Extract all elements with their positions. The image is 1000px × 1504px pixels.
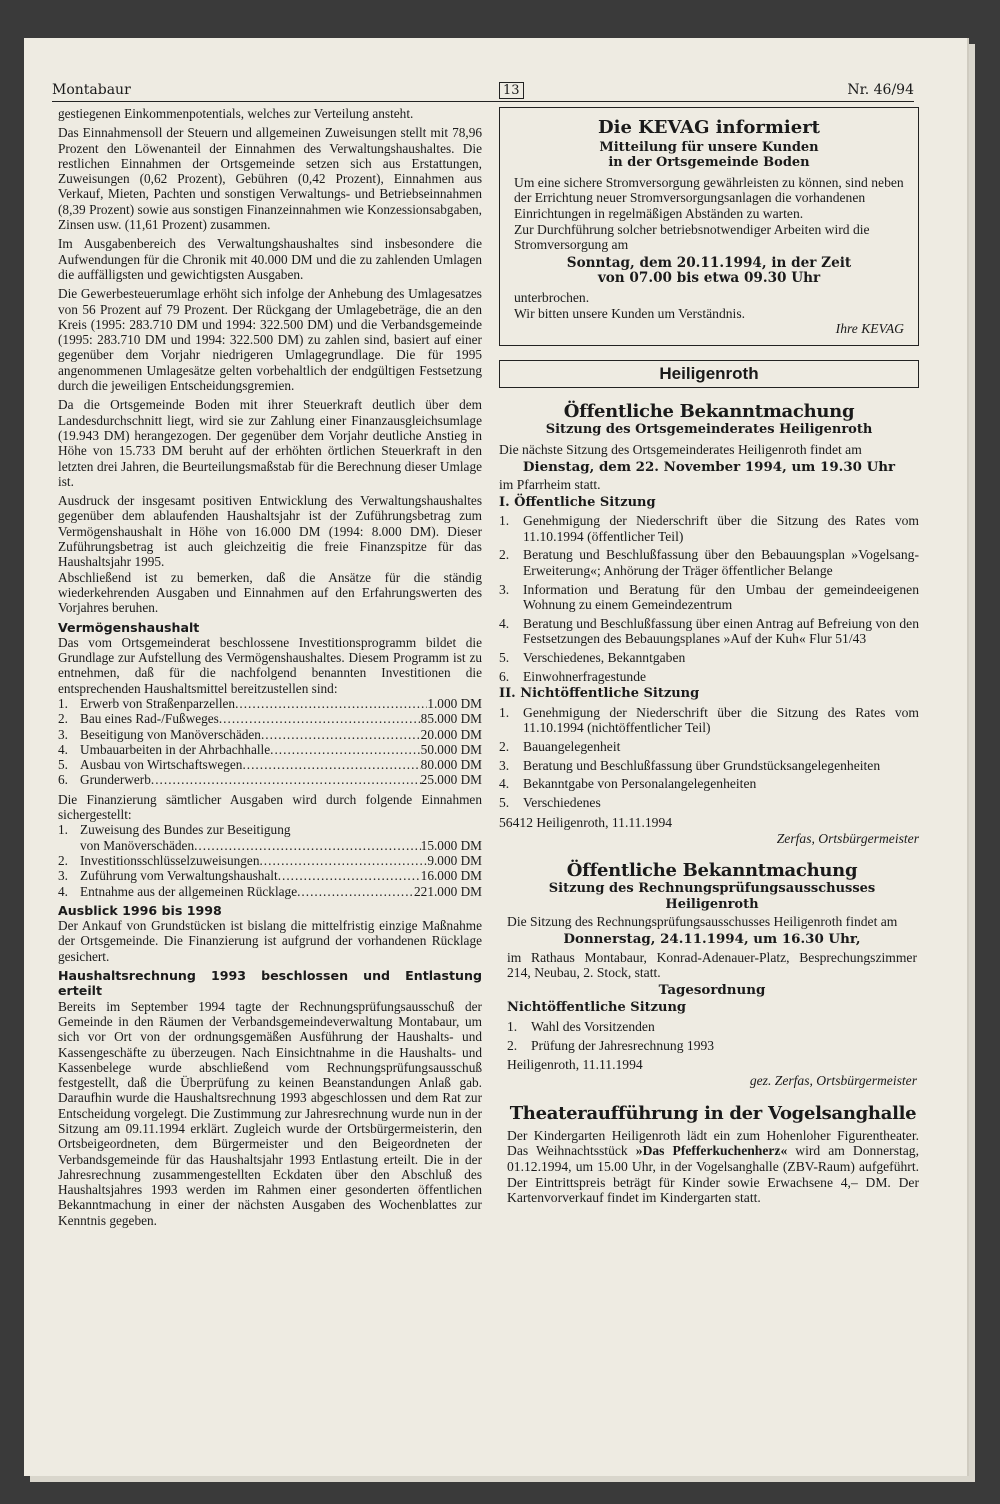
meeting-date: Donnerstag, 24.11.1994, um 16.30 Uhr,	[563, 930, 861, 947]
agenda-heading: Nichtöffentliche Sitzung	[507, 1000, 687, 1016]
kevag-notice-box	[499, 107, 919, 346]
agenda-item: 4. Beratung und Beschlußfassung über einen Antrag auf Befreiung von den Festsetzungen des Bebauungsplanes »Auf der Kuh« Flur 51/43	[499, 615, 919, 647]
paragraph: Ausdruck der insgesamt positiven Entwicklung des Verwaltungshaushaltes gegenüber dem ablaufenden Haushaltsjahr ist der Zuführungsbetrag zum Vermögenshaushalt in Höhe von 16.000 DM (1994: 8.000 DM). Dieser Zuführungsbetrag ist auch gleichzeitig die freie Finanzspitze für das Haushaltsjahr 1995.	[58, 493, 482, 570]
subheading-haushaltsrechnung: Haushaltsrechnung 1993 beschlossen und Entlastung erteilt	[58, 968, 482, 999]
list-item: 4. Entnahme aus der allgemeinen Rücklage ..... 221.000 DM	[58, 884, 482, 899]
announcement-subtitle: Sitzung des Ortsgemeinderates Heiligenroth	[545, 422, 873, 438]
kevag-subtitle: in der Ortsgemeinde Boden	[608, 155, 810, 171]
announcement-subtitle: Sitzung des Rechnungsprüfungsausschusses Heiligenroth	[548, 881, 876, 912]
list-item-continuation: von Manöverschäden ..... 15.000 DM	[58, 838, 482, 853]
paragraph: Das vom Ortsgemeinderat beschlossene Investitionsprogramm bildet die Grundlage zur Aufstellung des Vermögenshaushaltes. Diesem Programm ist zu entnehmen, daß für die nachfolgend benannten Investitionen die entsprechenden Haushaltsmittel bereitzustellen sind:	[58, 634, 482, 696]
newspaper-page	[24, 38, 969, 1476]
list-item: 1. Zuweisung des Bundes zur Beseitigung	[58, 822, 291, 838]
paragraph: unterbrochen.	[514, 289, 590, 305]
paragraph: gestiegenen Einkommenpotentials, welches zur Verteilung ansteht.	[58, 106, 414, 121]
signature: gez. Zerfas, Ortsbürgermeister	[749, 1072, 917, 1088]
list-item: 6. Grunderwerb ..... 25.000 DM	[58, 772, 482, 787]
list-item: 2. Bau eines Rad-/Fußweges ..... 85.000 DM	[58, 711, 482, 726]
signature: Zerfas, Ortsbürgermeister	[776, 830, 919, 846]
kevag-date: Sonntag, dem 20.11.1994, in der Zeit	[566, 254, 852, 271]
list-item: 1. Erwerb von Straßenparzellen ..... 1.000 DM	[58, 696, 482, 711]
agenda-item: 2. Bauangelegenheit	[499, 739, 621, 754]
paragraph: im Pfarrheim statt.	[499, 477, 601, 493]
announcement-title: Öffentliche Bekanntmachung	[566, 859, 858, 881]
paragraph: Wir bitten unsere Kunden um Verständnis.	[514, 305, 746, 321]
list-item: 2. Investitionsschlüsselzuweisungen ..... 9.000 DM	[58, 853, 482, 868]
agenda-list	[507, 1019, 917, 1053]
agenda-item: 6. Einwohnerfragestunde	[499, 668, 647, 684]
agenda-item: 2. Beratung und Beschlußfassung über den Bebauungsplan »Vogelsang-Erweiterung«; Anhörung der Träger öffentlicher Belange	[499, 547, 919, 579]
dateline: 56412 Heiligenroth, 11.11.1994	[499, 815, 673, 831]
paragraph: Der Ankauf von Grundstücken ist bislang die mittelfristig einzige Maßnahme der Ortsgemeinde. Die Finanzierung ist aufgrund der vorhandenen Rücklage gesichert.	[58, 918, 482, 964]
agenda-item: 3. Information und Beratung für den Umbau der gemeindeeigenen Wohnung zu einem Gemeindezentrum	[499, 581, 919, 613]
meeting-date: Dienstag, dem 22. November 1994, um 19.30 Uhr	[522, 458, 896, 475]
announcement-block-3	[499, 1103, 919, 1206]
agenda-item: 5. Verschiedenes, Bekanntgaben	[499, 650, 686, 666]
list-item: 3. Beseitigung von Manöverschäden ..... 20.000 DM	[58, 727, 482, 742]
announcement-title: Theateraufführung in der Vogelsanghalle	[509, 1103, 917, 1125]
agenda-heading: I. Öffentliche Sitzung	[499, 494, 656, 510]
agenda-item: 1. Wahl des Vorsitzenden	[507, 1018, 655, 1034]
agenda-item: 1. Genehmigung der Niederschrift über die Sitzung des Rates vom 11.10.1994 (öffentlicher Teil)	[499, 513, 919, 544]
kevag-signature: Ihre KEVAG	[835, 321, 904, 337]
list-item: 3. Zuführung vom Verwaltungshaushalt ..... 16.000 DM	[58, 868, 482, 883]
list-item: 5. Ausbau von Wirtschaftswegen ..... 80.000 DM	[58, 757, 482, 772]
issue-number: Nr. 46/94	[847, 82, 914, 98]
list-item: 4. Umbauarbeiten in der Ahrbachhalle ..... 50.000 DM	[58, 742, 482, 757]
agenda-list-private	[499, 705, 919, 811]
paragraph: Der Kindergarten Heiligenroth lädt ein zum Hohenloher Figurentheater. Das Weihnachtsstück »Das Pfefferkuchenherz« wird am Donnerstag, 01.12.1994, um 15.00 Uhr, in der Vogelsanghalle (ZBV-Raum) aufgeführt. Der Eintrittspreis beträgt für Kinder sowie Erwachsene 4,– DM. Der Kartenvorverkauf findet im Kindergarten statt.	[507, 1127, 919, 1206]
agenda-list-public	[499, 513, 919, 684]
paragraph: im Rathaus Montabaur, Konrad-Adenauer-Platz, Besprechungszimmer 214, Neubau, 2. Stock, statt.	[507, 949, 917, 981]
paragraph: Das Einnahmensoll der Steuern und allgemeinen Zuweisungen stellt mit 78,96 Prozent den Löwenanteil der Einnahmen des Verwaltungshaushaltes. Die restlichen Einnahmen der Ortsgemeinde setzen sich aus Erstattungen, Zuweisungen (0,62 Prozent), Gebühren (0,42 Prozent), Einnahmen aus Verkauf, Mieten, Pachten und sonstigen Verwaltungs- und Betriebseinnahmen (8,39 Prozent) sowie aus sonstigen Finanzeinnahmen wie Konzessionsabgaben, Zinsen usw. (11,61 Prozent) zusammen.	[58, 125, 482, 233]
paragraph: Bereits im September 1994 tagte der Rechnungsprüfungsausschuß der Gemeinde in den Räumen der Verbandsgemeindeverwaltung Montabaur, um sich vor Ort von der ordnungsgemäßen Ausführung der Haushalts- und Kassengeschäfte zu überzeugen. Nach Einsichtnahme in die Haushalts- und Kassenbelege wurde abschließend vom Rechnungsprüfungsausschuß festgestellt, daß die Überprüfung zu keinen Beanstandungen Anlaß gab. Daraufhin wurde die Haushaltsrechnung 1993 abgeschlossen und dem Rat zur Entscheidung vorgelegt. Die Zustimmung zur Jahresrechnung wurde nun in der Sitzung am 09.11.1994 erklärt. Zugleich wurde der Ortsbürgermeisterin, den Ortsbeigeordneten, dem Bürgermeister und den Beigeordneten der Verbandsgemeinde für das Haushaltsjahr 1993 Entlastung erteilt. Die in der Jahresrechnung zusammengestellten Eckdaten über den Abschluß des Haushaltsjahres 1993 werden im Rahmen einer gesonderten öffentlichen Bekanntmachung in einer der nächsten Ausgaben des Wochenblattes zur Kenntnis gegeben.	[58, 998, 482, 1228]
right-column	[499, 106, 919, 1206]
financing-list	[58, 822, 482, 898]
page-header	[52, 78, 914, 102]
agenda-heading: II. Nichtöffentliche Sitzung	[499, 686, 700, 702]
agenda-item: 4. Bekanntgabe von Personalangelegenheiten	[499, 776, 757, 792]
agenda-title: Tagesordnung	[658, 981, 766, 998]
agenda-item: 1. Genehmigung der Niederschrift über die Sitzung des Rates vom 11.10.1994 (nichtöffentlicher Teil)	[499, 704, 919, 736]
dateline: Heiligenroth, 11.11.1994	[507, 1057, 643, 1073]
paragraph: Die Finanzierung sämtlicher Ausgaben wird durch folgende Einnahmen sichergestellt:	[58, 791, 482, 823]
paragraph: Abschließend ist zu bemerken, daß die Ansätze für die ständig wiederkehrenden Ausgaben und Einnahmen auf den Erfahrungswerten des Vorjahres beruhen.	[58, 569, 482, 616]
kevag-title: Die KEVAG informiert	[598, 117, 820, 138]
announcement-title: Öffentliche Bekanntmachung	[563, 400, 855, 422]
kevag-subtitle: Mitteilung für unsere Kunden	[599, 139, 819, 155]
subheading-vermoegenshaushalt: Vermögenshaushalt	[58, 619, 200, 635]
investment-list	[58, 696, 482, 788]
page-number: 13	[499, 82, 524, 99]
paragraph: Die Sitzung des Rechnungsprüfungsausschusses Heiligenroth findet am	[507, 914, 898, 930]
paragraph: Die nächste Sitzung des Ortsgemeinderates Heiligenroth findet am	[499, 441, 862, 457]
agenda-item: 5. Verschiedenes	[499, 794, 601, 810]
agenda-item: 2. Prüfung der Jahresrechnung 1993	[507, 1037, 715, 1053]
agenda-item: 3. Beratung und Beschlußfassung über Grundstücksangelegenheiten	[499, 757, 881, 773]
paragraph: Zur Durchführung solcher betriebsnotwendiger Arbeiten wird die Stromversorgung am	[514, 221, 870, 253]
paragraph: Da die Ortsgemeinde Boden mit ihrer Steuerkraft deutlich über dem Landesdurchschnitt liegt, wird sie zur Zahlung einer Finanzausgleichsumlage (19.943 DM) herangezogen. Der gegenüber dem Vorjahr deutliche Anstieg in Höhe von 15.733 DM beruht auf der erhöhten örtlichen Steuerkraft in den letzten drei Jahren, die Beurteilungsmaßstab für die Berechnung dieser Umlage ist.	[58, 397, 482, 489]
left-column	[58, 106, 482, 1232]
paragraph: Um eine sichere Stromversorgung gewährleisten zu können, sind neben der Errichtung neuer Stromversorgungsanlagen die vorhandenen Einrichtungen in regelmäßigen Abständen zu warten.	[514, 174, 904, 221]
section-header-heiligenroth: Heiligenroth	[499, 360, 919, 388]
paragraph: Die Gewerbesteuerumlage erhöht sich infolge der Anhebung des Umlagesatzes von 56 Prozent auf 79 Prozent. Der Rückgang der Umlagebeträge, die an den Kreis (1995: 283.710 DM und 1994: 322.500 DM) und die Verbandsgemeinde (1995: 283.710 DM und 1994: 322.500 DM) zu zahlen sind, basiert auf einer gegenüber dem Vorjahr niedrigeren Umlagegrundlage. Die für 1995 angenommenen Umlagesätze gelten vorbehaltlich der endgültigen Festsetzung durch die jeweiligen Entscheidungsgremien.	[58, 286, 482, 394]
announcement-block-2	[499, 859, 919, 1089]
paragraph: Im Ausgabenbereich des Verwaltungshaushaltes sind insbesondere die Aufwendungen für die Chronik mit 40.000 DM und die zu zahlenden Umlagen die auffälligsten und gewichtigsten Ausgaben.	[58, 236, 482, 282]
subheading-ausblick: Ausblick 1996 bis 1998	[58, 902, 222, 918]
kevag-time: von 07.00 bis etwa 09.30 Uhr	[597, 270, 821, 287]
header-place: Montabaur	[52, 82, 131, 98]
